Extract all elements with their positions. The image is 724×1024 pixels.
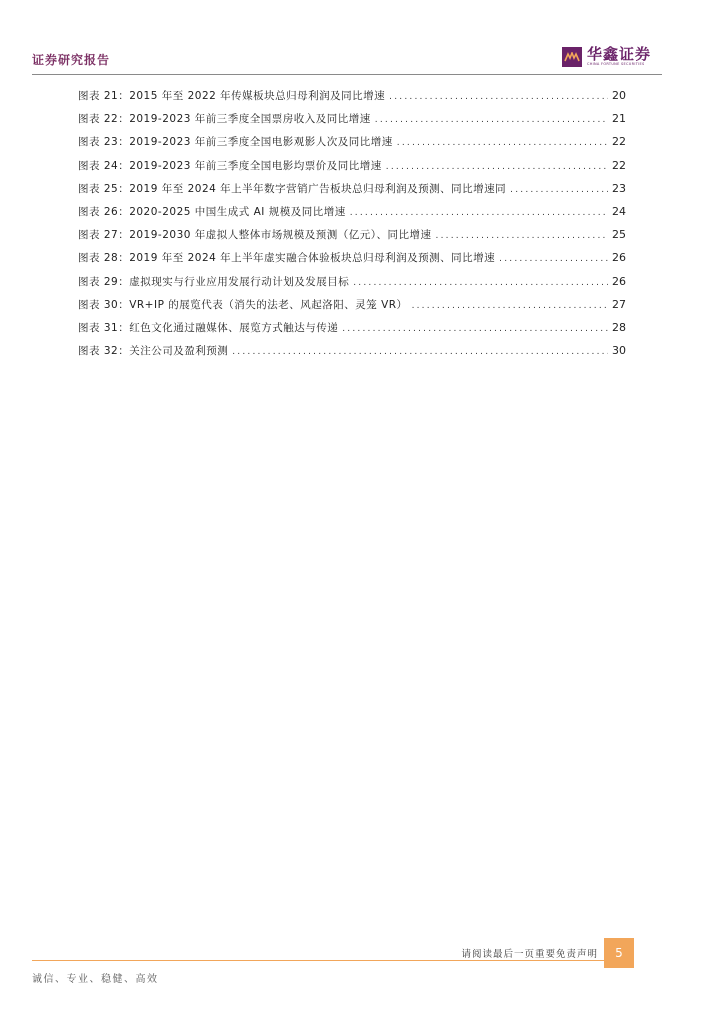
toc-leader-dots	[397, 138, 608, 148]
toc-entry-page: 27	[612, 297, 626, 311]
logo-mark-icon	[562, 47, 582, 67]
toc-leader-dots	[389, 92, 608, 102]
toc-entry-page: 26	[612, 274, 626, 288]
toc-entry-page: 25	[612, 228, 626, 242]
toc-entry-page: 21	[612, 112, 626, 126]
header-title: 证券研究报告	[32, 53, 111, 67]
logo-name: 华鑫证券	[587, 45, 652, 63]
toc-entry[interactable]	[78, 274, 626, 297]
toc-entry-page: 23	[612, 181, 626, 195]
toc-entry[interactable]	[78, 158, 626, 181]
toc-entry-label: 图表 27：2019-2030 年虚拟人整体市场规模及预测（亿元）、同比增速	[78, 229, 432, 242]
toc-entry-page: 30	[612, 344, 626, 358]
toc-leader-dots	[350, 208, 608, 218]
toc-entry[interactable]	[78, 320, 626, 343]
toc-leader-dots	[232, 347, 608, 357]
toc-entry-page: 22	[612, 158, 626, 172]
toc-entry[interactable]	[78, 134, 626, 157]
toc-leader-dots	[386, 162, 608, 172]
toc-entry-label: 图表 28：2019 年至 2024 年上半年虚实融合体验板块总归母利润及预测、同比增速	[78, 252, 496, 265]
toc-entry[interactable]	[78, 297, 626, 320]
toc-entry-label: 图表 21：2015 年至 2022 年传媒板块总归母利润及同比增速	[78, 90, 386, 102]
toc-leader-dots	[342, 324, 608, 334]
toc-entry-page: 28	[612, 320, 626, 334]
footer-divider	[32, 960, 604, 961]
toc-entry[interactable]	[78, 88, 626, 111]
toc-leader-dots	[353, 278, 608, 288]
disclaimer-note: 请阅读最后一页重要免责声明	[461, 949, 598, 960]
toc-entry[interactable]	[78, 204, 626, 227]
toc-entry[interactable]	[78, 227, 626, 250]
page-number: 5	[604, 938, 634, 968]
toc-entry-label: 图表 26：2020-2025 中国生成式 AI 规模及同比增速	[78, 205, 346, 218]
toc-entry-label: 图表 23：2019-2023 年前三季度全国电影观影人次及同比增速	[78, 136, 393, 149]
toc-leader-dots	[436, 231, 608, 241]
toc-entry-label: 图表 25：2019 年至 2024 年上半年数字营销广告板块总归母利润及预测、同比增速同	[78, 182, 507, 195]
toc-entry-page: 26	[612, 251, 626, 265]
toc-entry-label: 图表 22：2019-2023 年前三季度全国票房收入及同比增速	[78, 113, 371, 126]
toc-entry-page: 20	[612, 89, 626, 102]
toc-entry-label: 图表 30：VR+IP 的展览代表（消失的法老、风起洛阳、灵笼 VR）	[78, 298, 408, 311]
toc-entry-label: 图表 24：2019-2023 年前三季度全国电影均票价及同比增速	[78, 159, 382, 172]
table-of-figures	[78, 88, 626, 366]
toc-entry-label: 图表 29：虚拟现实与行业应用发展行动计划及发展目标	[78, 275, 350, 288]
toc-entry[interactable]	[78, 111, 626, 134]
toc-leader-dots	[412, 301, 608, 311]
logo-subtitle: CHINA FORTUNE SECURITIES	[587, 62, 645, 66]
toc-entry-page: 22	[612, 135, 626, 149]
toc-entry-page: 24	[612, 204, 626, 218]
toc-entry-label: 图表 31：红色文化通过融媒体、展览方式触达与传递	[78, 321, 339, 334]
footer-motto: 诚信、专业、稳健、高效	[32, 974, 159, 985]
toc-entry[interactable]	[78, 181, 626, 204]
toc-leader-dots	[510, 185, 608, 195]
company-logo	[562, 46, 651, 67]
toc-leader-dots	[499, 254, 608, 264]
toc-entry-label: 图表 32：关注公司及盈利预测	[78, 345, 229, 358]
toc-entry[interactable]	[78, 343, 626, 366]
toc-entry[interactable]	[78, 250, 626, 273]
toc-leader-dots	[375, 115, 608, 125]
header-divider	[32, 74, 662, 75]
